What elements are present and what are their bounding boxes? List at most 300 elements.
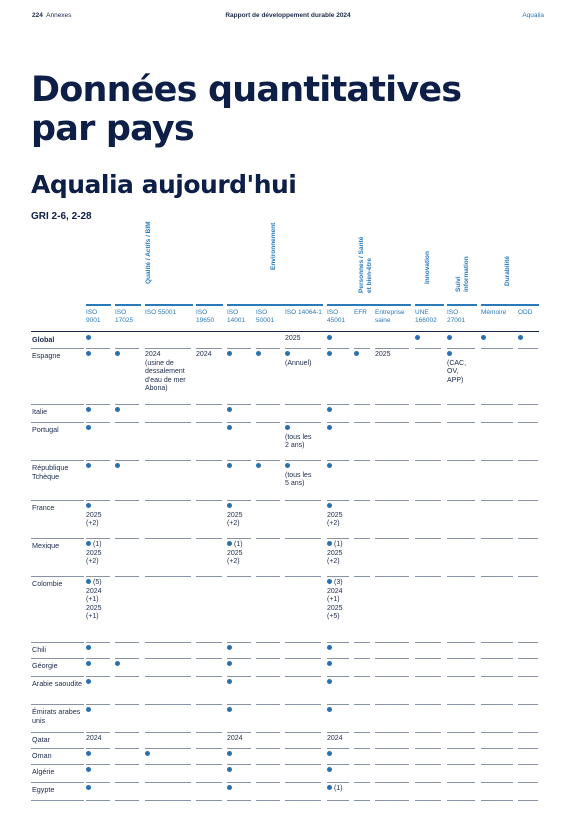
row-separator — [415, 642, 441, 643]
cell-text: 2025 — [285, 335, 301, 342]
row-separator — [518, 500, 538, 501]
table-cell — [327, 579, 355, 622]
row-separator — [256, 658, 280, 659]
table-cell — [227, 679, 257, 688]
row-separator — [256, 764, 280, 765]
column-rule — [115, 304, 141, 306]
bullet-dot-icon — [327, 579, 332, 584]
group-rule — [447, 304, 477, 306]
row-separator — [196, 704, 222, 705]
bullet-dot-icon — [447, 351, 452, 356]
row-separator — [31, 748, 84, 749]
row-separator — [354, 782, 370, 783]
bullet-dot-icon — [86, 767, 91, 772]
bullet-dot-icon — [227, 407, 232, 412]
row-separator — [31, 658, 84, 659]
row-separator — [481, 348, 513, 349]
section-name: Annexes — [46, 12, 72, 19]
row-separator — [415, 732, 441, 733]
row-separator — [86, 500, 110, 501]
bullet-dot-icon — [327, 645, 332, 650]
table-cell — [86, 503, 116, 529]
row-label: Italie — [32, 407, 48, 416]
row-separator — [285, 658, 321, 659]
table-cell — [86, 785, 116, 794]
row-separator — [481, 460, 513, 461]
row-separator — [285, 538, 321, 539]
row-separator — [115, 764, 139, 765]
bullet-dot-icon — [285, 463, 290, 468]
table-cell — [86, 425, 116, 434]
row-label: Géorgie — [32, 661, 58, 670]
row-separator — [481, 538, 513, 539]
row-separator — [415, 500, 441, 501]
row-separator — [285, 676, 321, 677]
row-separator — [447, 704, 475, 705]
table-cell — [86, 735, 116, 744]
row-separator — [354, 460, 370, 461]
table-cell — [327, 351, 355, 360]
bullet-dot-icon — [327, 541, 332, 546]
row-separator — [375, 404, 409, 405]
group-rule — [327, 304, 411, 306]
bullet-dot-icon — [227, 767, 232, 772]
bullet-dot-icon — [86, 407, 91, 412]
row-separator — [354, 732, 370, 733]
cell-text: (5) 2024 (+1) 2025 (+1) — [86, 579, 102, 620]
row-separator — [196, 500, 222, 501]
bullet-dot-icon — [86, 351, 91, 356]
table-cell — [115, 351, 145, 360]
report-title: Rapport de développement durable 2024 — [225, 12, 351, 19]
group-rule — [415, 304, 444, 306]
row-separator — [518, 782, 538, 783]
cell-text: 2025 (+2) — [86, 511, 102, 527]
table-cell — [327, 645, 355, 654]
row-separator — [354, 538, 370, 539]
row-separator — [447, 748, 475, 749]
row-separator — [327, 404, 349, 405]
table-cell — [86, 351, 116, 360]
bullet-dot-icon — [115, 407, 120, 412]
page-number: 224 — [32, 12, 43, 19]
row-separator — [285, 422, 321, 423]
table-cell — [86, 751, 116, 760]
row-separator — [518, 348, 538, 349]
bullet-dot-icon — [227, 541, 232, 546]
table-cell — [481, 335, 519, 344]
table-cell — [115, 407, 145, 416]
row-separator — [145, 676, 191, 677]
table-cell — [227, 503, 257, 529]
bullet-dot-icon — [227, 463, 232, 468]
row-separator — [31, 538, 84, 539]
row-separator — [86, 782, 110, 783]
bullet-dot-icon — [256, 463, 261, 468]
table-cell — [145, 751, 197, 760]
cell-text: (1) 2025 (+2) — [86, 541, 102, 565]
row-separator — [285, 576, 321, 577]
table-cell — [285, 425, 327, 451]
table-cell — [227, 785, 257, 794]
row-separator — [375, 348, 409, 349]
table-cell — [86, 407, 116, 416]
row-separator — [31, 704, 84, 705]
table-cell — [327, 735, 355, 744]
row-separator — [447, 782, 475, 783]
row-separator — [227, 676, 251, 677]
row-separator — [375, 500, 409, 501]
row-separator — [481, 732, 513, 733]
table-cell — [327, 463, 355, 472]
row-separator — [31, 404, 84, 405]
row-separator — [256, 800, 280, 801]
row-separator — [518, 676, 538, 677]
row-separator — [447, 500, 475, 501]
row-separator — [285, 800, 321, 801]
cell-text: 2025 (+2) — [327, 511, 343, 527]
bullet-dot-icon — [227, 351, 232, 356]
row-separator — [354, 576, 370, 577]
row-separator — [145, 348, 191, 349]
table-cell — [327, 751, 355, 760]
page-title: Données quantitatives par pays — [31, 70, 462, 149]
table-cell — [375, 351, 415, 360]
row-separator — [86, 800, 110, 801]
cell-text: (CAC, OV, APP) — [447, 359, 467, 384]
table-cell — [227, 735, 257, 744]
table-cell — [115, 463, 145, 472]
row-separator — [447, 422, 475, 423]
row-separator — [256, 348, 280, 349]
cell-text: 2024 — [86, 735, 102, 742]
bullet-dot-icon — [86, 541, 91, 546]
row-separator — [86, 404, 110, 405]
table-cell — [285, 351, 327, 368]
row-label: Global — [32, 335, 55, 344]
row-separator — [227, 764, 251, 765]
row-separator — [196, 348, 222, 349]
row-separator — [115, 748, 139, 749]
cell-text: (tous les 5 ans) — [285, 471, 312, 487]
row-separator — [256, 748, 280, 749]
table-cell — [327, 541, 355, 567]
cell-text: (1) — [334, 785, 343, 792]
row-separator — [285, 348, 321, 349]
bullet-dot-icon — [115, 661, 120, 666]
table-cell — [415, 335, 447, 344]
row-separator — [196, 642, 222, 643]
row-separator — [145, 538, 191, 539]
row-separator — [86, 642, 110, 643]
table-cell — [227, 707, 257, 716]
row-separator — [115, 500, 139, 501]
bullet-dot-icon — [327, 707, 332, 712]
group-environment-label: Environnement — [270, 222, 277, 270]
row-separator — [481, 576, 513, 577]
row-separator — [415, 704, 441, 705]
bullet-dot-icon — [227, 645, 232, 650]
row-separator — [145, 732, 191, 733]
row-separator — [227, 348, 251, 349]
row-separator — [145, 500, 191, 501]
table-cell — [227, 351, 257, 360]
cell-text: (1) 2025 (+2) — [327, 541, 343, 565]
row-separator — [145, 704, 191, 705]
column-header: ISO 19650 — [196, 309, 215, 324]
row-label: Émirats arabes unis — [32, 707, 81, 725]
row-separator — [327, 500, 349, 501]
row-separator — [375, 642, 409, 643]
row-separator — [447, 732, 475, 733]
row-label: République Tchèque — [32, 463, 69, 481]
bullet-dot-icon — [86, 679, 91, 684]
table-cell — [227, 661, 257, 670]
bullet-dot-icon — [285, 351, 290, 356]
row-separator — [145, 748, 191, 749]
column-header: ISO 9001 — [86, 309, 101, 324]
cell-text: (1) 2025 (+2) — [227, 541, 243, 565]
bullet-dot-icon — [327, 767, 332, 772]
row-separator — [447, 460, 475, 461]
row-label: Arabie saoudite — [32, 679, 82, 688]
bullet-dot-icon — [327, 425, 332, 430]
row-separator — [327, 764, 349, 765]
row-separator — [145, 764, 191, 765]
row-separator — [518, 538, 538, 539]
row-separator — [256, 576, 280, 577]
row-separator — [518, 764, 538, 765]
table-cell — [86, 707, 116, 716]
row-separator — [518, 658, 538, 659]
row-separator — [86, 764, 110, 765]
row-separator — [196, 800, 222, 801]
table-cell — [145, 351, 197, 394]
row-separator — [354, 658, 370, 659]
row-separator — [115, 460, 139, 461]
row-separator — [327, 348, 349, 349]
group-sustainability-label: Durabilité — [504, 256, 511, 286]
row-separator — [327, 748, 349, 749]
row-separator — [86, 422, 110, 423]
row-separator — [481, 422, 513, 423]
bullet-dot-icon — [285, 425, 290, 430]
row-separator — [518, 422, 538, 423]
row-separator — [115, 658, 139, 659]
table-cell — [327, 425, 355, 434]
cell-text: (tous les 2 ans) — [285, 433, 312, 449]
bullet-dot-icon — [256, 351, 261, 356]
column-header: ISO 45001 — [327, 309, 346, 324]
row-separator — [227, 704, 251, 705]
bullet-dot-icon — [86, 707, 91, 712]
row-separator — [354, 764, 370, 765]
bullet-dot-icon — [227, 503, 232, 508]
column-header: ISO 55001 — [145, 309, 177, 316]
column-header: UNE 166002 — [415, 309, 437, 324]
column-header: ISO 27001 — [447, 309, 466, 324]
row-separator — [354, 676, 370, 677]
row-separator — [415, 800, 441, 801]
row-label: Egypte — [32, 785, 55, 794]
row-separator — [196, 422, 222, 423]
row-separator — [327, 676, 349, 677]
brand-name: Aqualia — [522, 12, 544, 19]
row-separator — [115, 348, 139, 349]
row-separator — [415, 676, 441, 677]
row-label: Colombie — [32, 579, 63, 588]
row-separator — [285, 748, 321, 749]
row-separator — [145, 658, 191, 659]
row-separator — [327, 422, 349, 423]
header-rule — [31, 331, 539, 332]
row-separator — [327, 538, 349, 539]
cell-text: 2024 — [196, 351, 212, 358]
row-separator — [86, 732, 110, 733]
row-label: Algérie — [32, 767, 55, 776]
table-cell — [327, 503, 355, 529]
table-cell — [227, 645, 257, 654]
bullet-dot-icon — [227, 751, 232, 756]
row-separator — [481, 748, 513, 749]
row-separator — [31, 642, 84, 643]
row-separator — [227, 576, 251, 577]
row-separator — [227, 404, 251, 405]
row-separator — [447, 538, 475, 539]
row-separator — [227, 538, 251, 539]
row-separator — [285, 704, 321, 705]
row-label: Portugal — [32, 425, 59, 434]
row-separator — [481, 676, 513, 677]
row-separator — [375, 676, 409, 677]
row-separator — [354, 800, 370, 801]
row-separator — [518, 732, 538, 733]
row-separator — [196, 782, 222, 783]
row-separator — [447, 676, 475, 677]
group-rule — [481, 304, 539, 306]
row-separator — [354, 348, 370, 349]
row-separator — [518, 704, 538, 705]
row-separator — [115, 404, 139, 405]
row-separator — [375, 460, 409, 461]
bullet-dot-icon — [354, 351, 359, 356]
row-separator — [227, 422, 251, 423]
bullet-dot-icon — [86, 645, 91, 650]
table-cell — [227, 767, 257, 776]
bullet-dot-icon — [227, 661, 232, 666]
column-header: Mémoire — [481, 309, 507, 316]
row-separator — [256, 404, 280, 405]
row-separator — [196, 676, 222, 677]
table-cell — [86, 679, 116, 688]
row-separator — [227, 642, 251, 643]
row-separator — [256, 538, 280, 539]
table-cell — [354, 351, 376, 360]
cell-text: 2025 — [375, 351, 391, 358]
bullet-dot-icon — [327, 751, 332, 756]
table-cell — [327, 661, 355, 670]
row-separator — [31, 348, 84, 349]
row-separator — [285, 764, 321, 765]
row-separator — [354, 422, 370, 423]
cell-text: 2025 (+2) — [227, 511, 243, 527]
row-separator — [86, 748, 110, 749]
row-separator — [115, 676, 139, 677]
row-separator — [227, 732, 251, 733]
row-separator — [447, 800, 475, 801]
column-header: ISO 50001 — [256, 309, 275, 324]
bullet-dot-icon — [327, 785, 332, 790]
row-separator — [256, 422, 280, 423]
bullet-dot-icon — [115, 351, 120, 356]
row-separator — [227, 748, 251, 749]
row-separator — [115, 732, 139, 733]
bullet-dot-icon — [415, 335, 420, 340]
row-separator — [375, 800, 409, 801]
page-header — [32, 12, 544, 22]
column-header: ODD — [518, 309, 533, 316]
table-cell — [227, 407, 257, 416]
table-cell — [115, 661, 145, 670]
row-separator — [31, 732, 84, 733]
row-separator — [145, 782, 191, 783]
row-separator — [481, 764, 513, 765]
row-separator — [375, 658, 409, 659]
row-separator — [354, 500, 370, 501]
row-separator — [145, 800, 191, 801]
row-separator — [31, 782, 84, 783]
row-separator — [375, 732, 409, 733]
row-separator — [447, 404, 475, 405]
row-separator — [518, 576, 538, 577]
row-separator — [115, 422, 139, 423]
column-rule — [86, 304, 111, 306]
table-cell — [327, 767, 355, 776]
bullet-dot-icon — [115, 463, 120, 468]
row-separator — [285, 782, 321, 783]
row-separator — [285, 500, 321, 501]
row-separator — [285, 642, 321, 643]
row-separator — [415, 658, 441, 659]
row-separator — [256, 460, 280, 461]
table-cell — [86, 463, 116, 472]
row-separator — [327, 704, 349, 705]
row-separator — [196, 748, 222, 749]
row-separator — [415, 460, 441, 461]
bullet-dot-icon — [227, 707, 232, 712]
row-separator — [518, 800, 538, 801]
table-cell — [227, 463, 257, 472]
cell-text: 2024 — [327, 735, 343, 742]
bullet-dot-icon — [86, 463, 91, 468]
row-separator — [415, 782, 441, 783]
row-separator — [481, 800, 513, 801]
bullet-dot-icon — [327, 335, 332, 340]
row-separator — [31, 460, 84, 461]
row-separator — [375, 538, 409, 539]
bullet-dot-icon — [86, 425, 91, 430]
row-separator — [354, 748, 370, 749]
table-cell — [327, 335, 355, 344]
row-separator — [115, 704, 139, 705]
row-separator — [327, 658, 349, 659]
bullet-dot-icon — [86, 335, 91, 340]
row-label: Qatar — [32, 735, 50, 744]
bullet-dot-icon — [327, 351, 332, 356]
cell-text: (Annuel) — [285, 359, 312, 367]
row-separator — [115, 538, 139, 539]
row-separator — [256, 676, 280, 677]
